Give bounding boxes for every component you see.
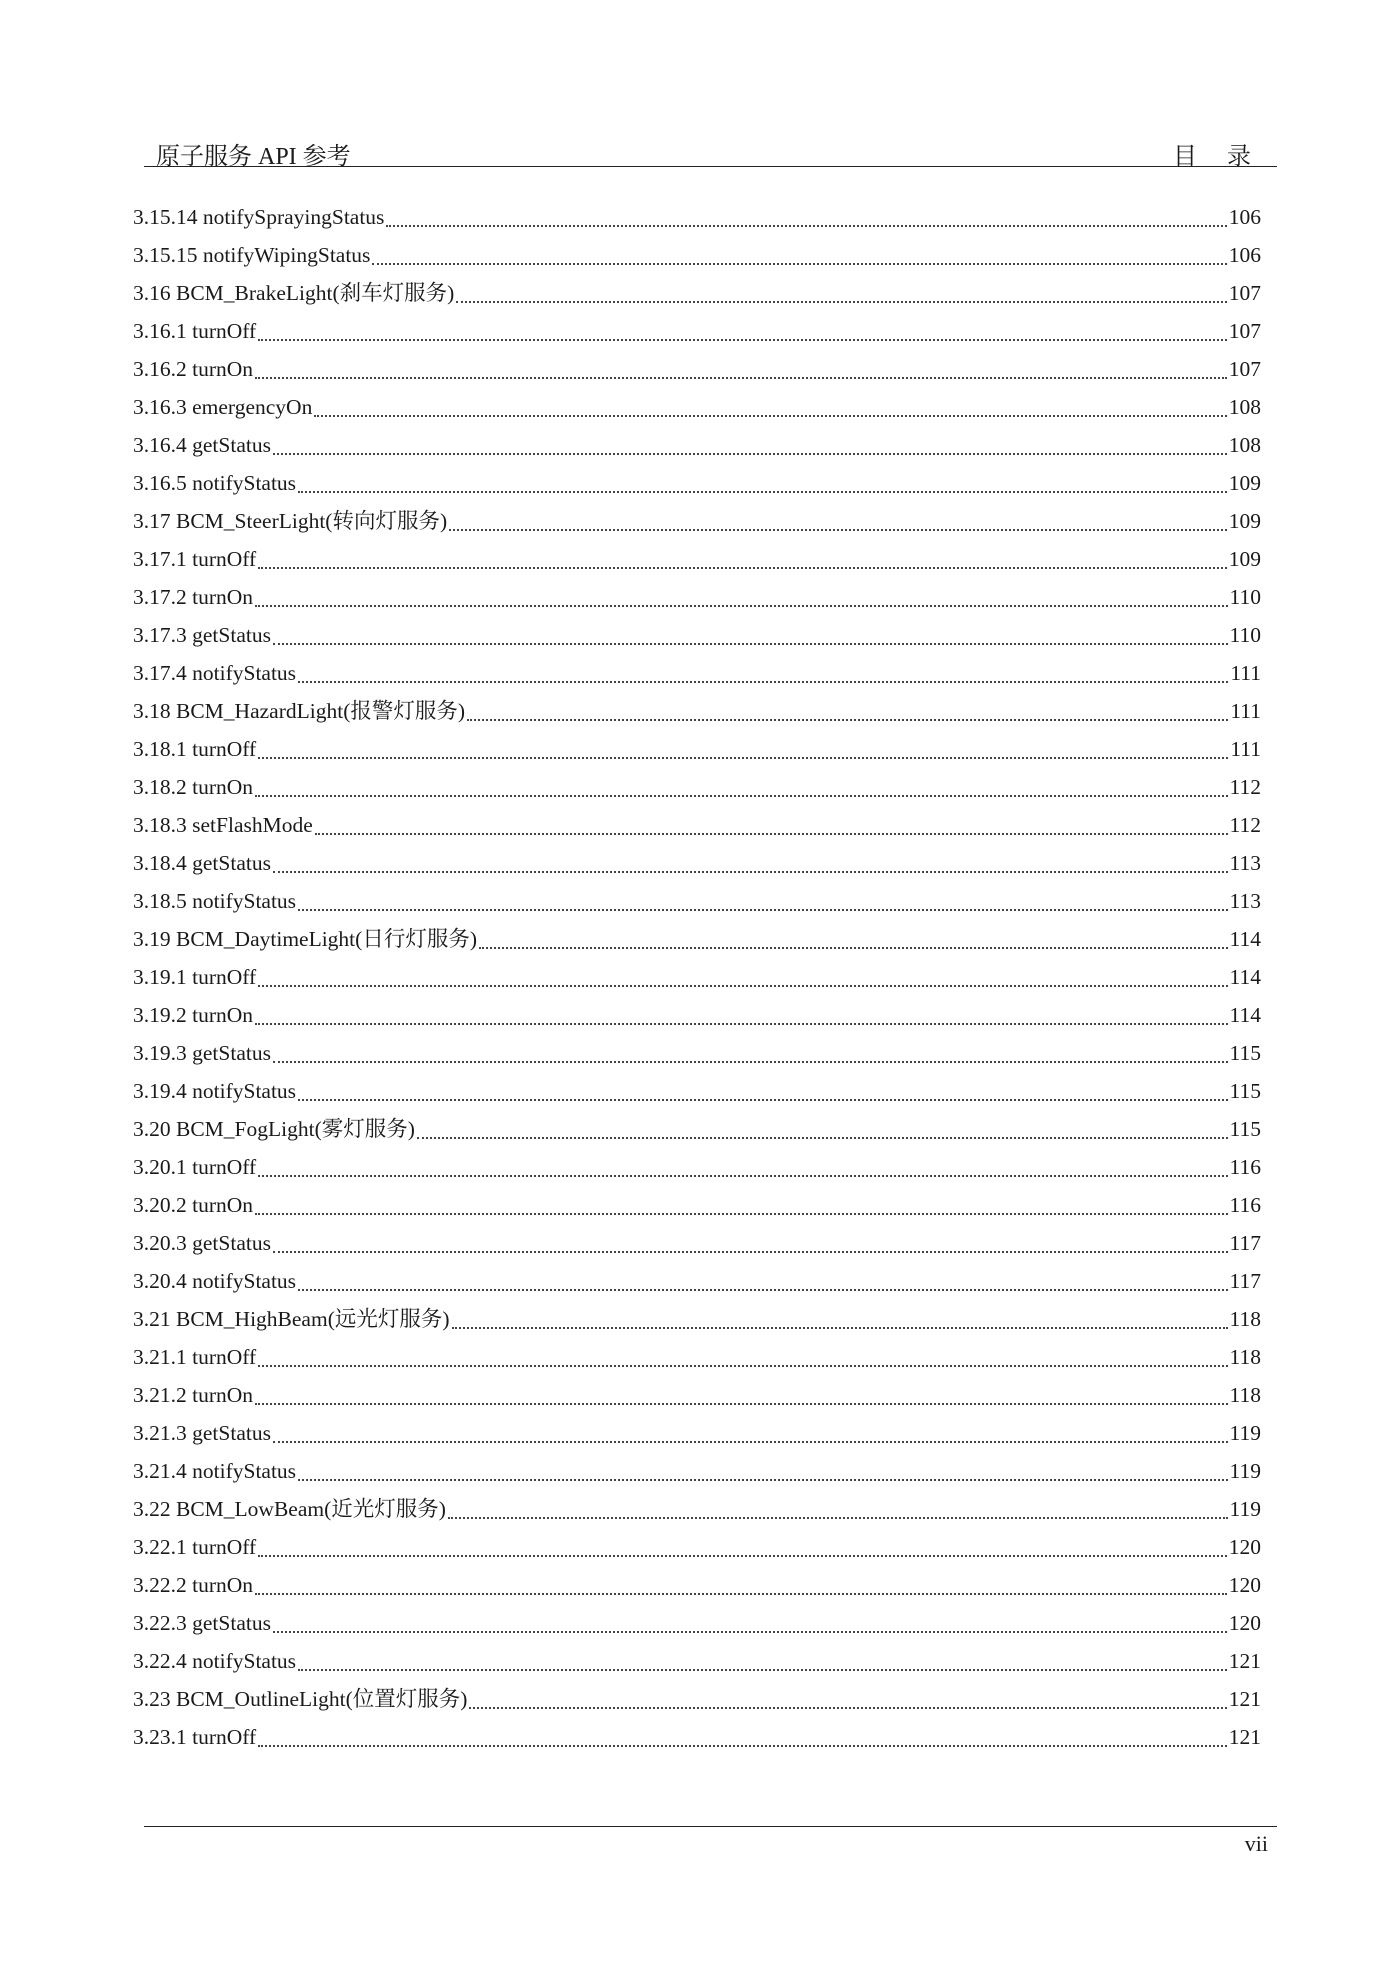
toc-entry-title: 3.15.14 notifySprayingStatus	[133, 205, 385, 230]
toc-entry-page: 109	[1228, 547, 1261, 572]
footer-divider	[144, 1826, 1277, 1827]
toc-entry-title: 3.18.3 setFlashMode	[133, 813, 313, 838]
toc-dot-leader	[273, 870, 1228, 873]
toc-entry-title: 3.19.3 getStatus	[133, 1041, 271, 1066]
toc-dot-leader	[315, 832, 1228, 835]
toc-entry[interactable]	[133, 1415, 1261, 1453]
toc-entry-page: 118	[1229, 1307, 1261, 1332]
toc-dot-leader	[273, 452, 1227, 455]
page-header	[144, 134, 1277, 170]
toc-dot-leader	[448, 1516, 1228, 1519]
toc-entry-page: 117	[1229, 1269, 1261, 1294]
toc-entry-title: 3.17.1 turnOff	[133, 547, 257, 572]
toc-entry-page: 111	[1230, 699, 1261, 724]
toc-entry[interactable]	[133, 1111, 1261, 1149]
toc-dot-leader	[452, 1326, 1228, 1329]
toc-entry[interactable]	[133, 1339, 1261, 1377]
footer-page-number: vii	[1244, 1831, 1268, 1856]
toc-dot-leader	[255, 1022, 1228, 1025]
toc-entry-title: 3.23.1 turnOff	[133, 1725, 257, 1750]
toc-entry[interactable]	[133, 1377, 1261, 1415]
toc-entry-title: 3.22.4 notifyStatus	[133, 1649, 297, 1674]
toc-dot-leader	[255, 1592, 1227, 1595]
toc-entry-page: 106	[1228, 205, 1261, 230]
toc-entry[interactable]	[133, 921, 1261, 959]
section-title: 目 录	[1173, 144, 1263, 170]
toc-dot-leader	[255, 1212, 1228, 1215]
toc-entry-page: 116	[1229, 1193, 1261, 1218]
toc-entry-page: 114	[1229, 1003, 1261, 1028]
toc-entry-title: 3.23 BCM_OutlineLight(位置灯服务)	[133, 1687, 468, 1712]
toc-dot-leader	[258, 1174, 1227, 1177]
toc-entry-page: 120	[1228, 1535, 1261, 1560]
toc-entry-page: 109	[1228, 509, 1261, 534]
toc-entry-title: 3.16.3 emergencyOn	[133, 395, 313, 420]
toc-entry-page: 106	[1228, 243, 1261, 268]
toc-entry-title: 3.16.4 getStatus	[133, 433, 271, 458]
toc-entry-title: 3.17.4 notifyStatus	[133, 661, 297, 686]
toc-dot-leader	[298, 908, 1228, 911]
toc-dot-leader	[273, 1440, 1228, 1443]
toc-entry-page: 112	[1229, 775, 1261, 800]
toc-entry-page: 108	[1228, 395, 1261, 420]
toc-entry-title: 3.19.2 turnOn	[133, 1003, 254, 1028]
toc-dot-leader	[479, 946, 1228, 949]
toc-entry[interactable]	[133, 313, 1261, 351]
toc-entry[interactable]	[133, 959, 1261, 997]
toc-entry-title: 3.19.4 notifyStatus	[133, 1079, 297, 1104]
toc-entry-page: 117	[1229, 1231, 1261, 1256]
toc-entry[interactable]	[133, 351, 1261, 389]
toc-entry-title: 3.16.2 turnOn	[133, 357, 254, 382]
toc-entry[interactable]	[133, 1073, 1261, 1111]
toc-entry[interactable]	[133, 389, 1261, 427]
toc-entry-title: 3.22.2 turnOn	[133, 1573, 254, 1598]
toc-dot-leader	[314, 414, 1226, 417]
toc-dot-leader	[255, 604, 1228, 607]
toc-entry[interactable]	[133, 883, 1261, 921]
toc-entry-page: 114	[1229, 927, 1261, 952]
toc-entry-title: 3.17.3 getStatus	[133, 623, 271, 648]
toc-entry-page: 112	[1229, 813, 1261, 838]
toc-entry-page: 115	[1229, 1041, 1261, 1066]
toc-dot-leader	[255, 794, 1228, 797]
toc-entry[interactable]	[133, 1225, 1261, 1263]
toc-entry[interactable]	[133, 1263, 1261, 1301]
toc-entry[interactable]	[133, 465, 1261, 503]
toc-entry[interactable]	[133, 199, 1261, 237]
toc-dot-leader	[255, 376, 1227, 379]
toc-entry[interactable]	[133, 579, 1261, 617]
toc-dot-leader	[372, 262, 1226, 265]
toc-entry-title: 3.18.5 notifyStatus	[133, 889, 297, 914]
toc-dot-leader	[273, 1630, 1227, 1633]
toc-entry-page: 109	[1228, 471, 1261, 496]
toc-entry[interactable]	[133, 1187, 1261, 1225]
toc-dot-leader	[273, 1250, 1228, 1253]
toc-entry-page: 107	[1228, 319, 1261, 344]
toc-entry-title: 3.16.5 notifyStatus	[133, 471, 297, 496]
toc-entry-page: 121	[1228, 1725, 1261, 1750]
toc-entry-title: 3.17 BCM_SteerLight(转向灯服务)	[133, 509, 448, 534]
toc-entry-page: 111	[1230, 737, 1261, 762]
toc-entry-page: 107	[1228, 357, 1261, 382]
toc-dot-leader	[298, 1288, 1228, 1291]
toc-entry-page: 107	[1228, 281, 1261, 306]
toc-entry[interactable]	[133, 1149, 1261, 1187]
toc-entry[interactable]	[133, 237, 1261, 275]
toc-dot-leader	[255, 1402, 1228, 1405]
toc-dot-leader	[298, 680, 1228, 683]
toc-dot-leader	[273, 1060, 1228, 1063]
toc-entry[interactable]	[133, 997, 1261, 1035]
toc-entry-title: 3.22 BCM_LowBeam(近光灯服务)	[133, 1497, 446, 1522]
toc-entry-page: 116	[1229, 1155, 1261, 1180]
toc-entry-title: 3.18.4 getStatus	[133, 851, 271, 876]
toc-entry-title: 3.16.1 turnOff	[133, 319, 257, 344]
toc-entry-title: 3.22.1 turnOff	[133, 1535, 257, 1560]
toc-entry-title: 3.20 BCM_FogLight(雾灯服务)	[133, 1117, 415, 1142]
document-title: 原子服务 API 参考	[156, 144, 351, 170]
toc-entry-page: 113	[1229, 851, 1261, 876]
toc-entry-title: 3.20.3 getStatus	[133, 1231, 271, 1256]
toc-dot-leader	[456, 300, 1226, 303]
toc-entry[interactable]	[133, 693, 1261, 731]
toc-entry-page: 119	[1229, 1421, 1261, 1446]
toc-entry[interactable]	[133, 1719, 1261, 1757]
toc-entry-page: 119	[1229, 1459, 1261, 1484]
toc-entry-title: 3.18.1 turnOff	[133, 737, 257, 762]
toc-dot-leader	[258, 984, 1227, 987]
toc-entry[interactable]	[133, 1529, 1261, 1567]
toc-entry-title: 3.15.15 notifyWipingStatus	[133, 243, 371, 268]
toc-dot-leader	[258, 1744, 1227, 1747]
toc-dot-leader	[273, 642, 1228, 645]
toc-entry-page: 115	[1229, 1079, 1261, 1104]
toc-dot-leader	[449, 528, 1227, 531]
toc-entry[interactable]	[133, 275, 1261, 313]
toc-entry-page: 118	[1229, 1383, 1261, 1408]
toc-dot-leader	[258, 566, 1227, 569]
toc-entry-title: 3.21.2 turnOn	[133, 1383, 254, 1408]
toc-entry-page: 121	[1228, 1649, 1261, 1674]
toc-dot-leader	[386, 224, 1226, 227]
toc-entry[interactable]	[133, 503, 1261, 541]
toc-entry-title: 3.18 BCM_HazardLight(报警灯服务)	[133, 699, 466, 724]
toc-entry-title: 3.18.2 turnOn	[133, 775, 254, 800]
toc-dot-leader	[298, 1668, 1227, 1671]
table-of-contents	[133, 199, 1261, 1757]
toc-dot-leader	[258, 756, 1228, 759]
toc-dot-leader	[258, 338, 1227, 341]
toc-entry[interactable]	[133, 807, 1261, 845]
toc-entry-title: 3.21 BCM_HighBeam(远光灯服务)	[133, 1307, 450, 1332]
toc-entry[interactable]	[133, 1301, 1261, 1339]
toc-dot-leader	[469, 1706, 1226, 1709]
toc-entry[interactable]	[133, 1681, 1261, 1719]
toc-dot-leader	[258, 1554, 1227, 1557]
toc-dot-leader	[298, 1098, 1228, 1101]
toc-entry-title: 3.19.1 turnOff	[133, 965, 257, 990]
toc-entry-title: 3.21.3 getStatus	[133, 1421, 271, 1446]
toc-entry-page: 120	[1228, 1611, 1261, 1636]
toc-entry-page: 120	[1228, 1573, 1261, 1598]
toc-entry-title: 3.21.4 notifyStatus	[133, 1459, 297, 1484]
toc-entry[interactable]	[133, 1453, 1261, 1491]
toc-dot-leader	[417, 1136, 1228, 1139]
toc-entry-title: 3.16 BCM_BrakeLight(刹车灯服务)	[133, 281, 455, 306]
toc-entry-title: 3.19 BCM_DaytimeLight(日行灯服务)	[133, 927, 477, 952]
toc-dot-leader	[467, 718, 1228, 721]
toc-entry-page: 110	[1229, 623, 1261, 648]
toc-entry-page: 115	[1229, 1117, 1261, 1142]
toc-entry[interactable]	[133, 617, 1261, 655]
toc-entry-page: 111	[1230, 661, 1261, 686]
toc-entry-page: 108	[1228, 433, 1261, 458]
toc-entry-title: 3.21.1 turnOff	[133, 1345, 257, 1370]
toc-entry-page: 121	[1228, 1687, 1261, 1712]
toc-entry-page: 114	[1229, 965, 1261, 990]
toc-entry[interactable]	[133, 1643, 1261, 1681]
toc-entry-page: 119	[1229, 1497, 1261, 1522]
toc-entry[interactable]	[133, 427, 1261, 465]
toc-dot-leader	[258, 1364, 1227, 1367]
toc-entry[interactable]	[133, 1035, 1261, 1073]
toc-entry-title: 3.17.2 turnOn	[133, 585, 254, 610]
toc-entry[interactable]	[133, 655, 1261, 693]
toc-entry[interactable]	[133, 1491, 1261, 1529]
toc-entry[interactable]	[133, 769, 1261, 807]
toc-entry[interactable]	[133, 1605, 1261, 1643]
toc-entry-title: 3.20.2 turnOn	[133, 1193, 254, 1218]
toc-entry-title: 3.20.1 turnOff	[133, 1155, 257, 1180]
toc-entry-page: 110	[1229, 585, 1261, 610]
toc-entry-page: 113	[1229, 889, 1261, 914]
toc-entry[interactable]	[133, 731, 1261, 769]
toc-entry-page: 118	[1229, 1345, 1261, 1370]
toc-entry-title: 3.20.4 notifyStatus	[133, 1269, 297, 1294]
toc-entry-title: 3.22.3 getStatus	[133, 1611, 271, 1636]
toc-entry[interactable]	[133, 1567, 1261, 1605]
toc-dot-leader	[298, 490, 1227, 493]
toc-dot-leader	[298, 1478, 1228, 1481]
toc-entry[interactable]	[133, 845, 1261, 883]
toc-entry[interactable]	[133, 541, 1261, 579]
